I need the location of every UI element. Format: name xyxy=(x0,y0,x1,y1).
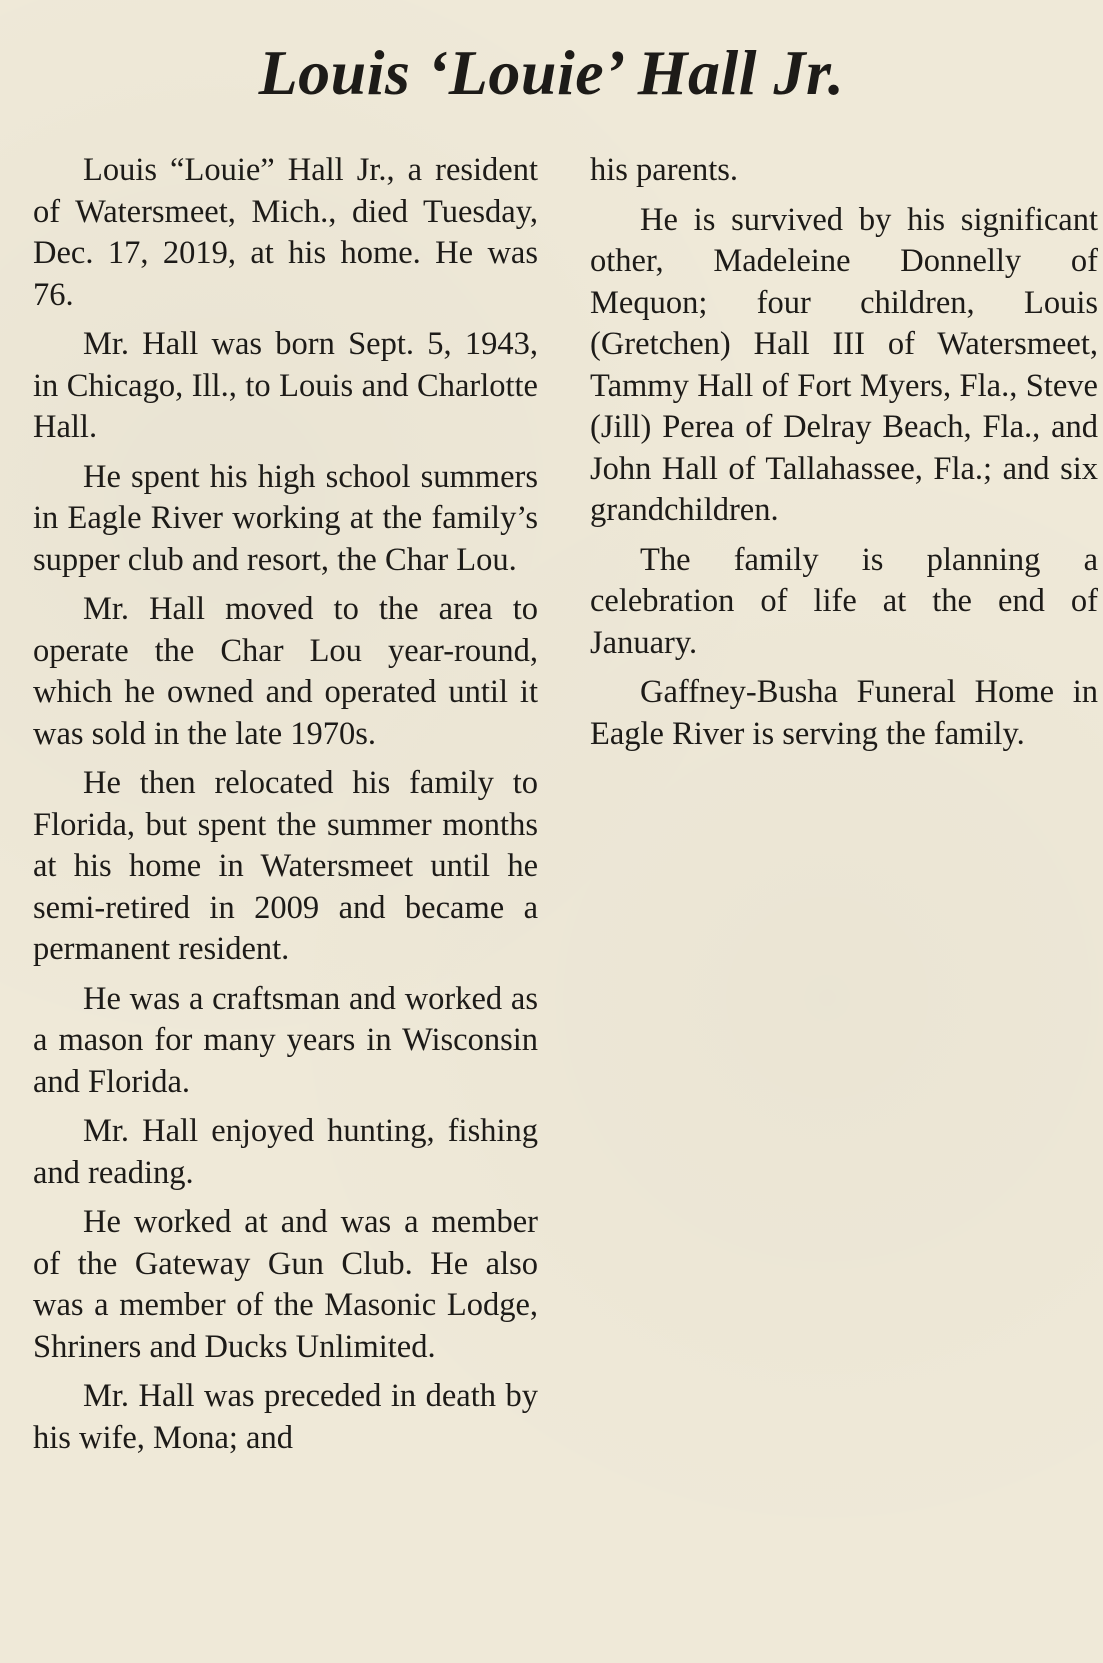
left-column xyxy=(33,150,538,1467)
paragraph-funeral-home: Gaffney-Busha Funeral Home in Eagle River is serving the family. xyxy=(590,674,1098,752)
paragraph-relocation: He then relocated his family to Florida, but spent the summer months at his home in Watersmeet until he semi-retired in 2009 and became a permanent resident. xyxy=(33,765,538,967)
paragraph-char-lou: Mr. Hall moved to the area to operate the Char Lou year-round, which he owned and operated until it was sold in the late 1970s. xyxy=(33,591,538,752)
paragraph-survivors: He is survived by his significant other, Madeleine Donnelly of Mequon; four children, Louis (Gretchen) Hall III of Watersmeet, Tammy Hall of Fort Myers, Fla., Steve (Jill) Perea of Delray Beach, Fla., and John Hall of Tallahassee, Fla.; and six grandchildren. xyxy=(590,201,1098,528)
right-column xyxy=(590,150,1098,763)
paragraph-craftsman: He was a craftsman and worked as a mason for many years in Wisconsin and Florida. xyxy=(33,980,538,1100)
paragraph-death-notice: Louis “Louie” Hall Jr., a resident of Watersmeet, Mich., died Tuesday, Dec. 17, 2019, at his home. He was 76. xyxy=(33,152,538,313)
paragraph-continuation: his parents. xyxy=(590,152,739,188)
obituary-title: Louis ‘Louie’ Hall Jr. xyxy=(258,37,845,108)
paragraph-summers: He spent his high school summers in Eagle River working at the family’s supper club and resort, the Char Lou. xyxy=(33,458,538,578)
paragraph-memberships: He worked at and was a member of the Gateway Gun Club. He also was a member of the Masonic Lodge, Shriners and Ducks Unlimited. xyxy=(33,1204,538,1365)
paragraph-birth: Mr. Hall was born Sept. 5, 1943, in Chicago, Ill., to Louis and Charlotte Hall. xyxy=(33,326,538,445)
paragraph-preceded: Mr. Hall was preceded in death by his wife, Mona; and xyxy=(33,1378,538,1456)
paragraph-celebration: The family is planning a celebration of life at the end of January. xyxy=(590,541,1098,661)
paragraph-hobbies: Mr. Hall enjoyed hunting, fishing and reading. xyxy=(33,1113,538,1191)
